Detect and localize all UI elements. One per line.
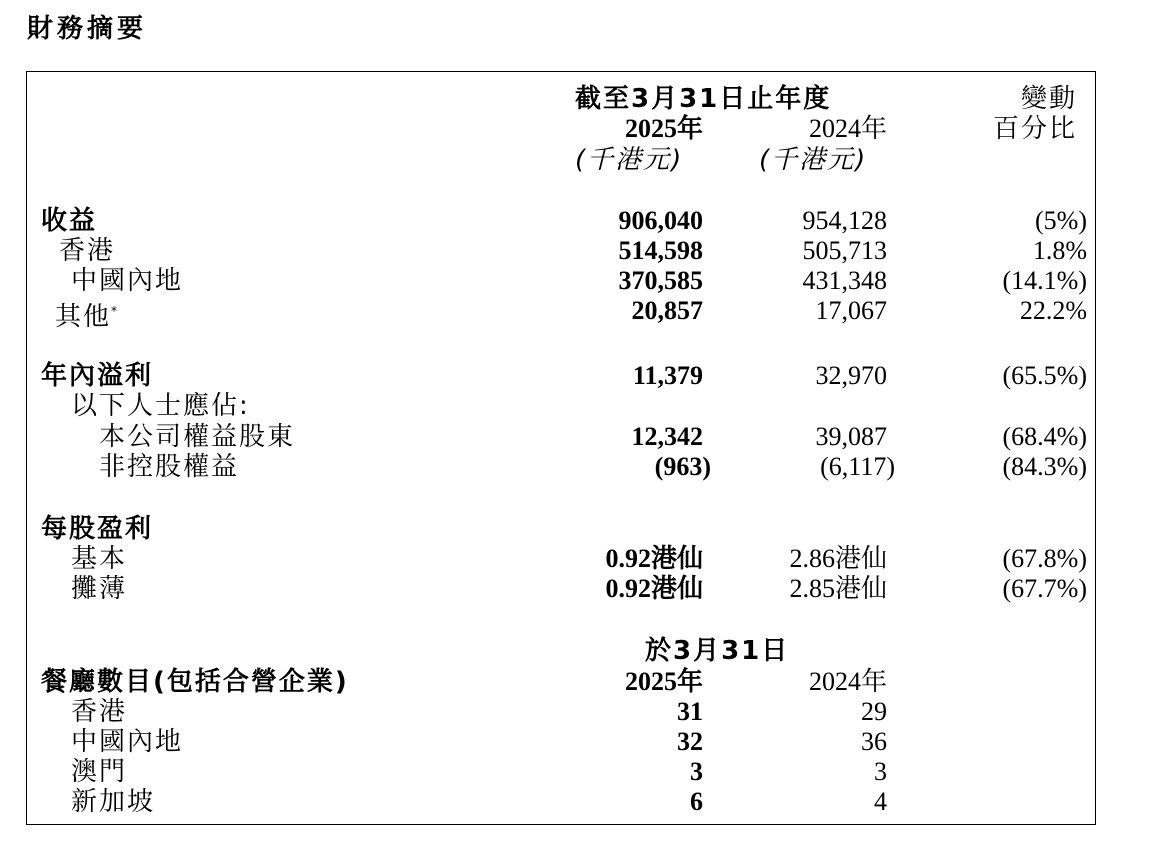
profit-row-change: (68.4%) xyxy=(1002,422,1087,451)
eps-row-2024: 2.85港仙 xyxy=(789,574,887,603)
revenue-row-change: 1.8% xyxy=(1032,236,1087,265)
eps-row-2025: 0.92港仙 xyxy=(605,574,703,603)
restaurants-row-label: 澳門 xyxy=(71,757,128,787)
financial-summary-table xyxy=(26,71,1096,825)
profit-value-2025: 11,379 xyxy=(632,361,703,390)
footnote-mark: * xyxy=(111,304,120,318)
restaurants-row-2025: 3 xyxy=(690,757,703,786)
attributable-label: 以下人士應佔: xyxy=(71,391,250,421)
profit-row-2025: (963) xyxy=(654,452,711,481)
revenue-label: 收益 xyxy=(41,206,98,236)
restaurants-row-2024: 3 xyxy=(874,757,887,786)
revenue-row-2025: 20,857 xyxy=(631,296,703,325)
restaurants-date-label: 於3月31日 xyxy=(645,636,790,666)
restaurants-year-prior: 2024年 xyxy=(808,667,887,696)
header-year-prior: 2024年 xyxy=(808,114,887,143)
revenue-row-2024: 17,067 xyxy=(815,296,887,325)
revenue-row-change: 22.2% xyxy=(1019,296,1087,325)
revenue-row-label: 香港 xyxy=(59,236,116,266)
restaurants-row-2025: 32 xyxy=(677,727,703,756)
eps-row-label: 攤薄 xyxy=(71,574,128,604)
header-year-current: 2025年 xyxy=(624,114,703,143)
profit-row-label: 本公司權益股東 xyxy=(99,422,296,452)
page-title: 財務摘要 xyxy=(27,14,148,44)
restaurants-row-label: 中國內地 xyxy=(71,727,184,757)
revenue-row-label: 中國內地 xyxy=(71,266,184,296)
profit-row-2024: (6,117) xyxy=(820,452,895,481)
restaurants-row-label: 新加坡 xyxy=(71,787,156,817)
header-change-line1: 變動 xyxy=(1020,84,1077,114)
revenue-change: (5%) xyxy=(1035,206,1087,235)
eps-label: 每股盈利 xyxy=(41,514,154,544)
revenue-row-2024: 505,713 xyxy=(802,236,887,265)
revenue-row-2025: 514,598 xyxy=(618,236,703,265)
restaurants-row-2024: 4 xyxy=(874,787,887,816)
restaurants-row-2024: 29 xyxy=(861,697,887,726)
eps-row-change: (67.7%) xyxy=(1002,574,1087,603)
restaurants-year-current: 2025年 xyxy=(624,667,703,696)
profit-row-label: 非控股權益 xyxy=(99,452,240,482)
restaurants-label: 餐廳數目(包括合營企業) xyxy=(41,667,349,697)
restaurants-row-2025: 31 xyxy=(677,697,703,726)
header-unit-current: (千港元) xyxy=(575,145,684,175)
header-unit-prior: (千港元) xyxy=(759,145,868,175)
revenue-value-2025: 906,040 xyxy=(618,206,703,235)
profit-change: (65.5%) xyxy=(1002,361,1087,390)
revenue-row-label-wrap xyxy=(55,296,119,332)
eps-row-change: (67.8%) xyxy=(1002,544,1087,573)
profit-label: 年內溢利 xyxy=(41,361,154,391)
restaurants-row-label: 香港 xyxy=(71,697,128,727)
profit-value-2024: 32,970 xyxy=(815,361,887,390)
revenue-row-2025: 370,585 xyxy=(618,266,703,295)
restaurants-row-2024: 36 xyxy=(861,727,887,756)
period-label: 截至3月31日止年度 xyxy=(575,84,832,114)
eps-row-2025: 0.92港仙 xyxy=(605,544,703,573)
profit-row-2025: 12,342 xyxy=(631,422,703,451)
revenue-value-2024: 954,128 xyxy=(802,206,887,235)
revenue-row-change: (14.1%) xyxy=(1002,266,1087,295)
revenue-row-2024: 431,348 xyxy=(802,266,887,295)
profit-row-2024: 39,087 xyxy=(815,422,887,451)
header-change-line2: 百分比 xyxy=(992,114,1077,144)
eps-row-label: 基本 xyxy=(71,544,128,574)
restaurants-row-2025: 6 xyxy=(690,787,703,816)
eps-row-2024: 2.86港仙 xyxy=(789,544,887,573)
profit-row-change: (84.3%) xyxy=(1002,452,1087,481)
revenue-row-label: 其他 xyxy=(55,302,112,332)
